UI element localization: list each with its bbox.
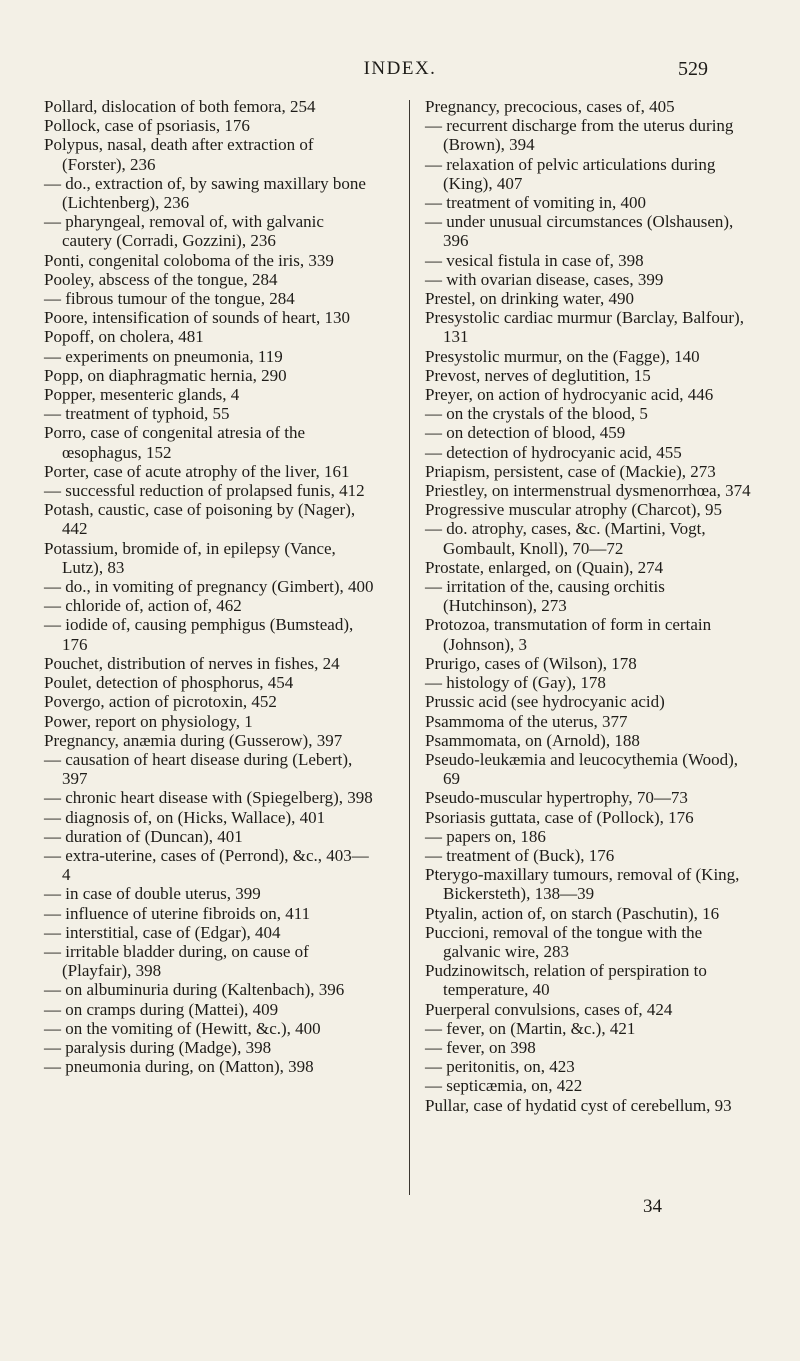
index-entry: — irritation of the, causing orchitis (Hutchinson), 273 bbox=[425, 577, 665, 616]
index-entry: Pollock, case of psoriasis, 176 bbox=[44, 116, 250, 136]
index-entry: Pseudo-muscular hypertrophy, 70—73 bbox=[425, 788, 688, 808]
index-entry: Pregnancy, anæmia during (Gusserow), 397 bbox=[44, 730, 343, 750]
index-entry: Pouchet, distribution of nerves in fishes, 24 bbox=[44, 653, 340, 673]
index-entry: Presystolic murmur, on the (Fagge), 140 bbox=[425, 346, 700, 366]
index-entry: Prussic acid (see hydrocyanic acid) bbox=[425, 692, 665, 712]
index-entry: — diagnosis of, on (Hicks, Wallace), 401 bbox=[44, 807, 326, 827]
index-entry: Pterygo-maxillary tumours, removal of (King, Bickersteth), 138—39 bbox=[425, 865, 740, 904]
index-entry: — duration of (Duncan), 401 bbox=[44, 826, 243, 846]
column-divider bbox=[409, 100, 410, 1195]
index-entry: — paralysis during (Madge), 398 bbox=[44, 1037, 272, 1057]
index-entry: — relaxation of pelvic articulations during (King), 407 bbox=[425, 154, 716, 193]
index-entry: Popoff, on cholera, 481 bbox=[44, 327, 204, 347]
index-entry: — treatment of typhoid, 55 bbox=[44, 404, 230, 424]
index-entry: Pregnancy, precocious, cases of, 405 bbox=[425, 97, 675, 116]
right-column bbox=[425, 97, 755, 1115]
index-entry: — peritonitis, on, 423 bbox=[425, 1057, 575, 1077]
index-entry: — papers on, 186 bbox=[425, 826, 546, 846]
page-header bbox=[0, 58, 800, 88]
index-entry: — detection of hydrocyanic acid, 455 bbox=[425, 442, 682, 462]
index-entry: Prurigo, cases of (Wilson), 178 bbox=[425, 653, 637, 673]
index-entry: — recurrent discharge from the uterus during (Brown), 394 bbox=[425, 116, 734, 155]
index-entry: Progressive muscular atrophy (Charcot), 95 bbox=[425, 500, 722, 520]
index-entry: Prostate, enlarged, on (Quain), 274 bbox=[425, 557, 664, 577]
index-entry: — vesical fistula in case of, 398 bbox=[425, 250, 644, 270]
index-entry: Prevost, nerves of deglutition, 15 bbox=[425, 365, 651, 385]
index-entry: Povergo, action of picrotoxin, 452 bbox=[44, 692, 277, 712]
index-entry: Prestel, on drinking water, 490 bbox=[425, 289, 634, 309]
index-entry: — fever, on 398 bbox=[425, 1037, 536, 1057]
index-entry: — on detection of blood, 459 bbox=[425, 423, 626, 443]
index-entry: Ponti, congenital coloboma of the iris, 339 bbox=[44, 250, 334, 270]
index-entry: Pudzinowitsch, relation of perspiration to temperature, 40 bbox=[425, 961, 707, 1000]
index-entry: Puerperal convulsions, cases of, 424 bbox=[425, 999, 673, 1019]
index-entry: Presystolic cardiac murmur (Barclay, Balfour), 131 bbox=[425, 308, 744, 347]
signature-mark: 34 bbox=[643, 1196, 662, 1217]
running-title: INDEX. bbox=[363, 58, 437, 79]
index-entry: Potash, caustic, case of poisoning by (Nager), 442 bbox=[44, 500, 356, 539]
index-entry: Poulet, detection of phosphorus, 454 bbox=[44, 673, 294, 693]
index-entry: — pneumonia during, on (Matton), 398 bbox=[44, 1057, 314, 1077]
page-number: 529 bbox=[678, 58, 708, 80]
index-entry: — experiments on pneumonia, 119 bbox=[44, 346, 283, 366]
index-entry: Psammomata, on (Arnold), 188 bbox=[425, 730, 640, 750]
index-entry: Priapism, persistent, case of (Mackie), 273 bbox=[425, 461, 716, 481]
index-entry: — on the vomiting of (Hewitt, &c.), 400 bbox=[44, 1018, 321, 1038]
index-entry: Pooley, abscess of the tongue, 284 bbox=[44, 269, 278, 289]
index-entry: — pharyngeal, removal of, with galvanic cautery (Corradi, Gozzini), 236 bbox=[44, 212, 324, 251]
index-entry: — influence of uterine fibroids on, 411 bbox=[44, 903, 311, 923]
index-entry: Puccioni, removal of the tongue with the galvanic wire, 283 bbox=[425, 922, 703, 961]
index-entry: Porro, case of congenital atresia of the œsophagus, 152 bbox=[44, 423, 306, 462]
index-entry: — treatment of (Buck), 176 bbox=[425, 845, 615, 865]
index-entry: — causation of heart disease during (Lebert), 397 bbox=[44, 749, 353, 789]
index-entry: — septicæmia, on, 422 bbox=[425, 1076, 583, 1096]
index-entry: — on albuminuria during (Kaltenbach), 396 bbox=[44, 980, 345, 1000]
index-entry: Popp, on diaphragmatic hernia, 290 bbox=[44, 365, 287, 385]
index-entry: — fever, on (Martin, &c.), 421 bbox=[425, 1018, 636, 1038]
index-entry: — with ovarian disease, cases, 399 bbox=[425, 269, 664, 289]
index-entry: Psammoma of the uterus, 377 bbox=[425, 711, 628, 731]
index-entry: — histology of (Gay), 178 bbox=[425, 673, 606, 693]
index-entry: — treatment of vomiting in, 400 bbox=[425, 193, 646, 213]
index-entry: Psoriasis guttata, case of (Pollock), 176 bbox=[425, 807, 694, 827]
index-entry: Preyer, on action of hydrocyanic acid, 446 bbox=[425, 385, 714, 405]
index-entry: — iodide of, causing pemphigus (Bumstead), 176 bbox=[44, 615, 354, 654]
index-entry: Priestley, on intermenstrual dysmenorrhœa, 374 bbox=[425, 481, 751, 501]
index-entry: Porter, case of acute atrophy of the liver, 161 bbox=[44, 461, 350, 481]
index-entry: Pseudo-leukæmia and leucocythemia (Wood), 69 bbox=[425, 749, 739, 789]
index-entry: Popper, mesenteric glands, 4 bbox=[44, 385, 240, 405]
index-entry: — do. atrophy, cases, &c. (Martini, Vogt, Gombault, Knoll), 70—72 bbox=[425, 519, 706, 558]
index-entry: Polypus, nasal, death after extraction of (Forster), 236 bbox=[44, 135, 314, 174]
index-entry: Poore, intensification of sounds of heart, 130 bbox=[44, 308, 350, 328]
index-entry: — on cramps during (Mattei), 409 bbox=[44, 999, 279, 1019]
index-entry: — irritable bladder during, on cause of (Playfair), 398 bbox=[44, 941, 309, 981]
index-entry: Power, report on physiology, 1 bbox=[44, 711, 253, 731]
index-entry: — under unusual circumstances (Olshausen), 396 bbox=[425, 212, 734, 251]
index-entry: — successful reduction of prolapsed funis, 412 bbox=[44, 481, 365, 501]
index-entry: Pollard, dislocation of both femora, 254 bbox=[44, 97, 316, 116]
left-column bbox=[44, 97, 374, 1076]
index-entry: Ptyalin, action of, on starch (Paschutin), 16 bbox=[425, 903, 720, 923]
index-entry: Pullar, case of hydatid cyst of cerebellum, 93 bbox=[425, 1095, 732, 1115]
index-entry: — chloride of, action of, 462 bbox=[44, 596, 242, 616]
index-entry: — chronic heart disease with (Spiegelberg), 398 bbox=[44, 788, 373, 808]
index-entry: Protozoa, transmutation of form in certain (Johnson), 3 bbox=[425, 615, 712, 654]
index-entry: Potassium, bromide of, in epilepsy (Vance, Lutz), 83 bbox=[44, 538, 336, 577]
index-entry: — fibrous tumour of the tongue, 284 bbox=[44, 289, 295, 309]
index-entry: — interstitial, case of (Edgar), 404 bbox=[44, 922, 281, 942]
index-entry: — in case of double uterus, 399 bbox=[44, 884, 261, 904]
index-entry: — do., in vomiting of pregnancy (Gimbert), 400 bbox=[44, 577, 374, 597]
index-entry: — on the crystals of the blood, 5 bbox=[425, 404, 648, 424]
index-entry: — extra-uterine, cases of (Perrond), &c., 403—4 bbox=[44, 845, 369, 885]
index-entry: — do., extraction of, by sawing maxillary bone (Lichtenberg), 236 bbox=[44, 173, 366, 213]
